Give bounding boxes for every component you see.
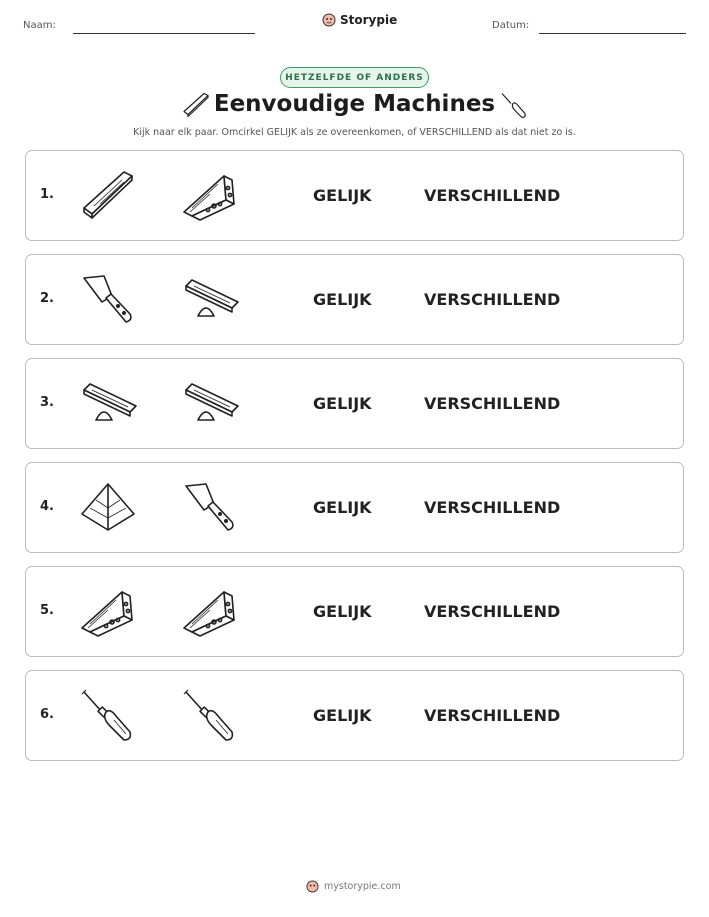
option-same[interactable]: GELIJK — [313, 394, 372, 413]
option-different[interactable]: VERSCHILLEND — [424, 290, 561, 309]
storypie-logo — [322, 13, 397, 27]
option-different[interactable]: VERSCHILLEND — [424, 706, 561, 725]
knife-icon — [180, 480, 240, 538]
option-same[interactable]: GELIJK — [313, 706, 372, 725]
screwdriver-icon — [78, 688, 138, 746]
question-number: 1. — [40, 187, 54, 202]
wedge-icon — [180, 168, 240, 226]
option-same[interactable]: GELIJK — [313, 186, 372, 205]
question-row — [25, 358, 684, 449]
name-line[interactable] — [73, 33, 255, 34]
knife-icon — [78, 272, 138, 330]
instructions: Kijk naar elk paar. Omcirkel GELIJK als ze overeenkomen, of VERSCHILLEND als dat niet zo is. — [133, 127, 576, 138]
option-same[interactable]: GELIJK — [313, 290, 372, 309]
question-row — [25, 462, 684, 553]
option-different[interactable]: VERSCHILLEND — [424, 394, 561, 413]
question-number: 6. — [40, 707, 54, 722]
option-same[interactable]: GELIJK — [313, 602, 372, 621]
question-row — [25, 670, 684, 761]
question-number: 4. — [40, 499, 54, 514]
lever-icon — [78, 376, 138, 434]
date-label: Datum: — [492, 20, 530, 31]
storypie-mascot-icon — [306, 880, 319, 893]
storypie-mascot-icon — [322, 13, 336, 27]
plank-icon — [78, 168, 138, 226]
option-different[interactable]: VERSCHILLEND — [424, 186, 561, 205]
logo-text: Storypie — [340, 13, 398, 27]
footer-url[interactable]: mystorypie.com — [324, 881, 401, 892]
lever-icon — [180, 272, 240, 330]
pyramid-icon — [78, 480, 138, 538]
wedge-icon — [180, 584, 240, 642]
question-row — [25, 566, 684, 657]
question-number: 2. — [40, 291, 54, 306]
footer — [306, 880, 401, 893]
worksheet-type-badge: HETZELFDE OF ANDERS — [280, 67, 429, 88]
question-number: 3. — [40, 395, 54, 410]
screwdriver-icon — [180, 688, 240, 746]
name-label: Naam: — [23, 20, 56, 31]
date-line[interactable] — [539, 33, 686, 34]
lever-icon — [180, 376, 240, 434]
page-title: Eenvoudige Machines — [213, 91, 496, 117]
option-different[interactable]: VERSCHILLEND — [424, 498, 561, 517]
question-row — [25, 254, 684, 345]
question-number: 5. — [40, 603, 54, 618]
wedge-icon — [78, 584, 138, 642]
option-same[interactable]: GELIJK — [313, 498, 372, 517]
screwdriver-icon — [499, 91, 529, 125]
option-different[interactable]: VERSCHILLEND — [424, 602, 561, 621]
question-row — [25, 150, 684, 241]
